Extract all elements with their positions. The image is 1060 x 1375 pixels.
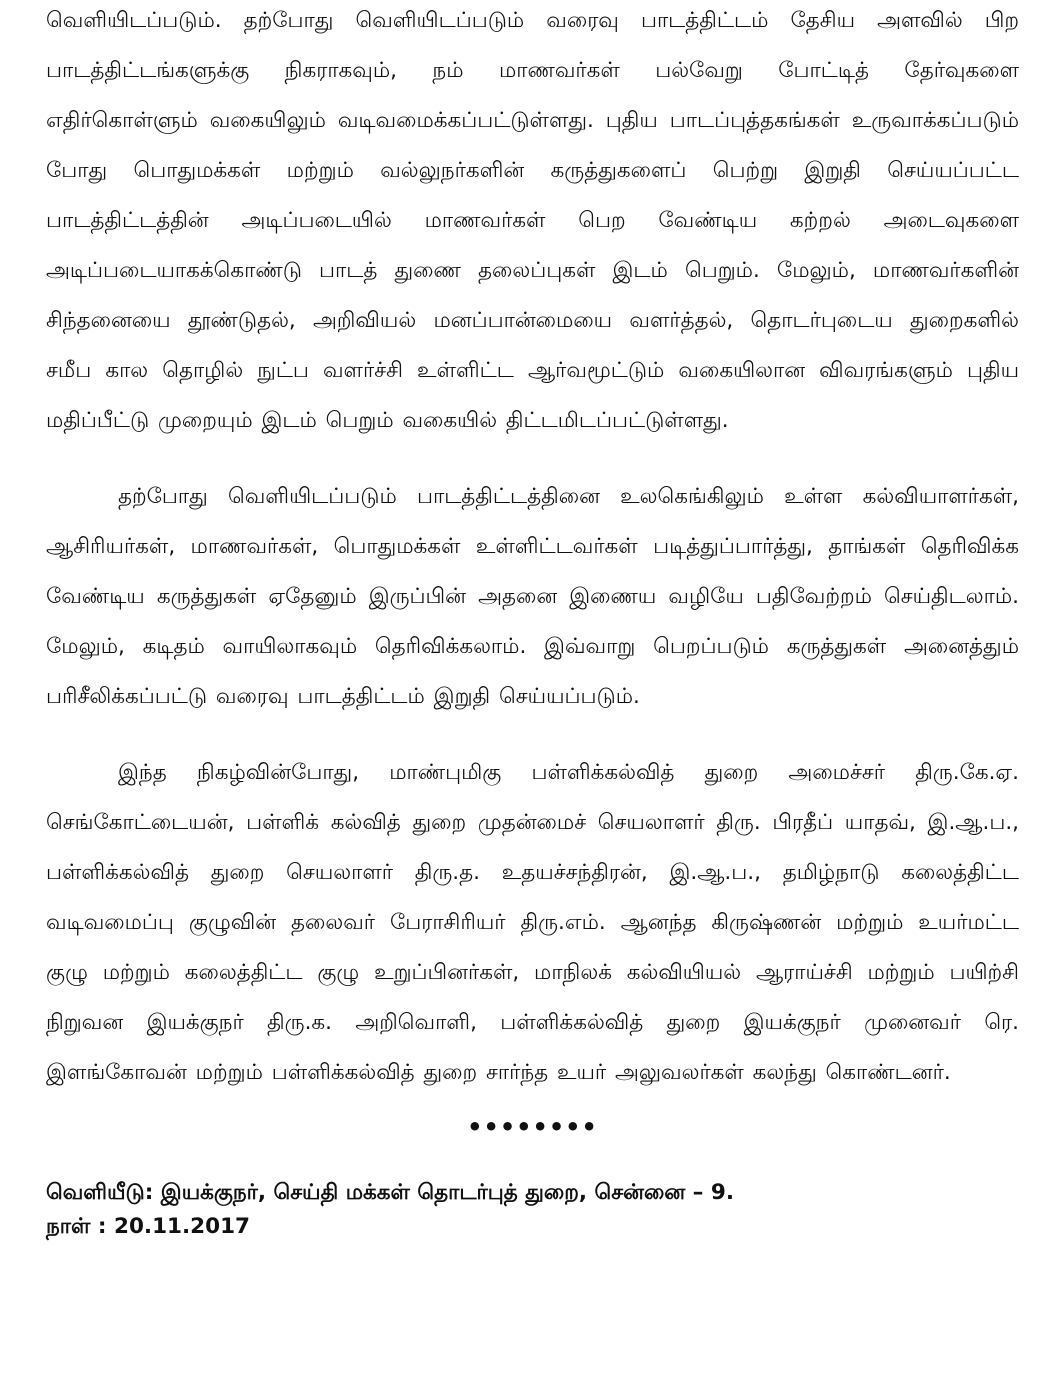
release-date: நாள் : 20.11.2017 — [46, 1214, 251, 1239]
paragraph-attendees: இந்த நிகழ்வின்போது, மாண்புமிகு பள்ளிக்கல்வித் துறை அமைச்சர் திரு.கே.ஏ. செங்கோட்டையன், பள்ளிக் கல்வித் துறை முதன்மைச் செயலாளர் திரு. பிரதீப் யாதவ், இ.ஆ.ப., பள்ளிக்கல்வித் துறை செயலாளர் திரு.த. உதயச்சந்திரன், இ.ஆ.ப., தமிழ்நாடு கலைத்திட்ட வடிவமைப்பு குழுவின் தலைவர் பேராசிரியர் திரு.எம். ஆனந்த கிருஷ்ணன் மற்றும் உயர்மட்ட குழு மற்றும் கலைத்திட்ட குழு உறுப்பினர்கள், மாநிலக் கல்வியியல் ஆராய்ச்சி மற்றும் பயிற்சி நிறுவன இயக்குநர் திரு.க. அறிவொளி, பள்ளிக்கல்வித் துறை இயக்குநர் முனைவர் ரெ. இளங்கோவன் மற்றும் பள்ளிக்கல்வித் துறை சார்ந்த உயர் அலுவலர்கள் கலந்து கொண்டனர். — [46, 760, 1020, 1085]
section-separator: •••••••• — [467, 1113, 598, 1141]
press-release-page — [46, 0, 1019, 1244]
release-issuer: வெளியீடு: இயக்குநர், செய்தி மக்கள் தொடர்புத் துறை, சென்னை – 9. — [46, 1180, 735, 1205]
release-footer — [46, 1176, 1019, 1244]
paragraph-curriculum-overview: வெளியிடப்படும். தற்போது வெளியிடப்படும் வரைவு பாடத்திட்டம் தேசிய அளவில் பிற பாடத்திட்டங்களுக்கு நிகராகவும், நம் மாணவர்கள் பல்வேறு போட்டித் தேர்வுகளை எதிர்கொள்ளும் வகையிலும் வடிவமைக்கப்பட்டுள்ளது. புதிய பாடப்புத்தகங்கள் உருவாக்கப்படும் போது பொதுமக்கள் மற்றும் வல்லுநர்களின் கருத்துகளைப் பெற்று இறுதி செய்யப்பட்ட பாடத்திட்டத்தின் அடிப்படையில் மாணவர்கள் பெற வேண்டிய கற்றல் அடைவுகளை அடிப்படையாகக்கொண்டு பாடத் துணை தலைப்புகள் இடம் பெறும். மேலும், மாணவர்களின் சிந்தனையை தூண்டுதல், அறிவியல் மனப்பான்மையை வளர்த்தல், தொடர்புடைய துறைகளில் சமீப கால தொழில் நுட்ப வளர்ச்சி உள்ளிட்ட ஆர்வமூட்டும் வகையிலான விவரங்களும் புதிய மதிப்பீட்டு முறையும் இடம் பெறும் வகையில் திட்டமிடப்பட்டுள்ளது. — [46, 8, 1019, 433]
paragraph-public-feedback: தற்போது வெளியிடப்படும் பாடத்திட்டத்தினை உலகெங்கிலும் உள்ள கல்வியாளர்கள், ஆசிரியர்கள், மாணவர்கள், பொதுமக்கள் உள்ளிட்டவர்கள் படித்துப்பார்த்து, தாங்கள் தெரிவிக்க வேண்டிய கருத்துகள் ஏதேனும் இருப்பின் அதனை இணைய வழியே பதிவேற்றம் செய்திடலாம். மேலும், கடிதம் வாயிலாகவும் தெரிவிக்கலாம். இவ்வாறு பெறப்படும் கருத்துகள் அனைத்தும் பரிசீலிக்கப்பட்டு வரைவு பாடத்திட்டம் இறுதி செய்யப்படும். — [46, 484, 1019, 709]
